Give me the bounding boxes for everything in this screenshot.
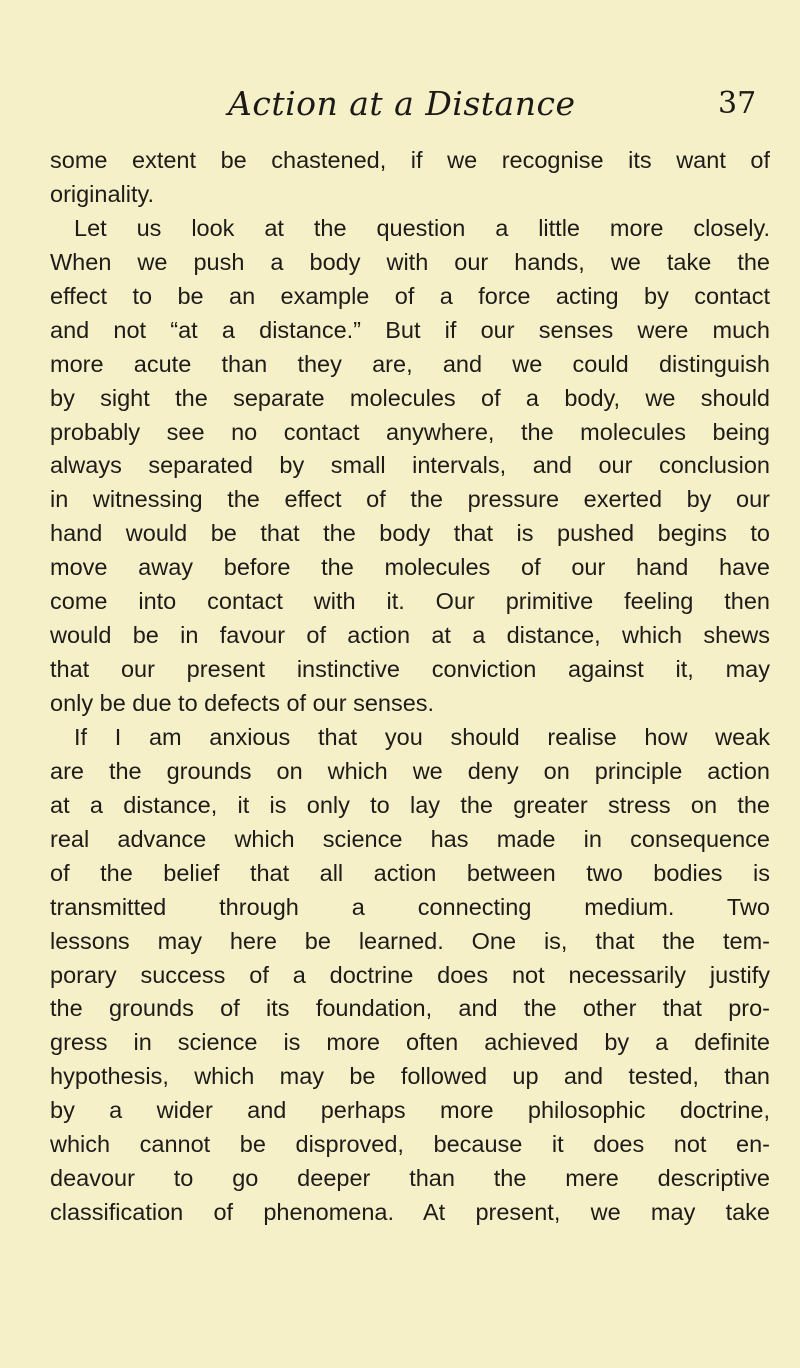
text-line: and not “at a distance.” But if our senses were much [50,316,770,343]
text-line: deavour to go deeper than the mere descriptive [50,1165,770,1192]
text-line: move away before the molecules of our hand have [50,554,770,581]
text-line: probably see no contact anywhere, the molecules being [50,418,770,445]
text-line: originality. [50,180,155,207]
paragraph-start-line: If I am anxious that you should realise how weak [74,723,770,750]
text-line: at a distance, it is only to lay the greater stress on the [50,791,770,818]
text-line: more acute than they are, and we could distinguish [50,350,770,377]
text-line: come into contact with it. Our primitive feeling then [50,588,770,615]
text-line: porary success of a doctrine does not necessarily justify [50,961,770,988]
text-line: by a wider and perhaps more philosophic doctrine, [50,1097,770,1124]
running-head [0,80,800,130]
text-line: When we push a body with our hands, we take the [50,248,770,275]
page-number: 37 [718,86,757,121]
text-line: only be due to defects of our senses. [50,690,435,716]
text-line: would be in favour of action at a distance, which shews [50,622,770,649]
text-line: by sight the separate molecules of a body, we should [50,384,770,411]
text-line: classification of phenomena. At present, we may take [50,1199,770,1226]
text-line: are the grounds on which we deny on principle action [50,757,770,784]
text-line: real advance which science has made in consequence [50,825,770,852]
text-line: transmitted through a connecting medium. Two [50,893,770,920]
text-line: of the belief that all action between two bodies is [50,859,770,886]
body-text [50,144,770,1230]
running-title: Action at a Distance [228,84,576,123]
text-line: hand would be that the body that is pushed begins to [50,520,770,547]
text-line: gress in science is more often achieved by a definite [50,1029,770,1056]
text-line: lessons may here be learned. One is, that the tem- [50,927,770,954]
text-line: always separated by small intervals, and our conclusion [50,452,770,479]
text-line: the grounds of its foundation, and the other that pro- [50,995,770,1022]
text-line: that our present instinctive conviction against it, may [50,656,770,683]
text-line: which cannot be disproved, because it does not en- [50,1131,770,1158]
text-line: hypothesis, which may be followed up and tested, than [50,1063,770,1090]
text-line: some extent be chastened, if we recognise its want of [50,147,770,173]
paragraph-start-line: Let us look at the question a little more closely. [74,214,770,241]
text-line: in witnessing the effect of the pressure exerted by our [50,486,770,513]
text-line: effect to be an example of a force acting by contact [50,282,770,309]
